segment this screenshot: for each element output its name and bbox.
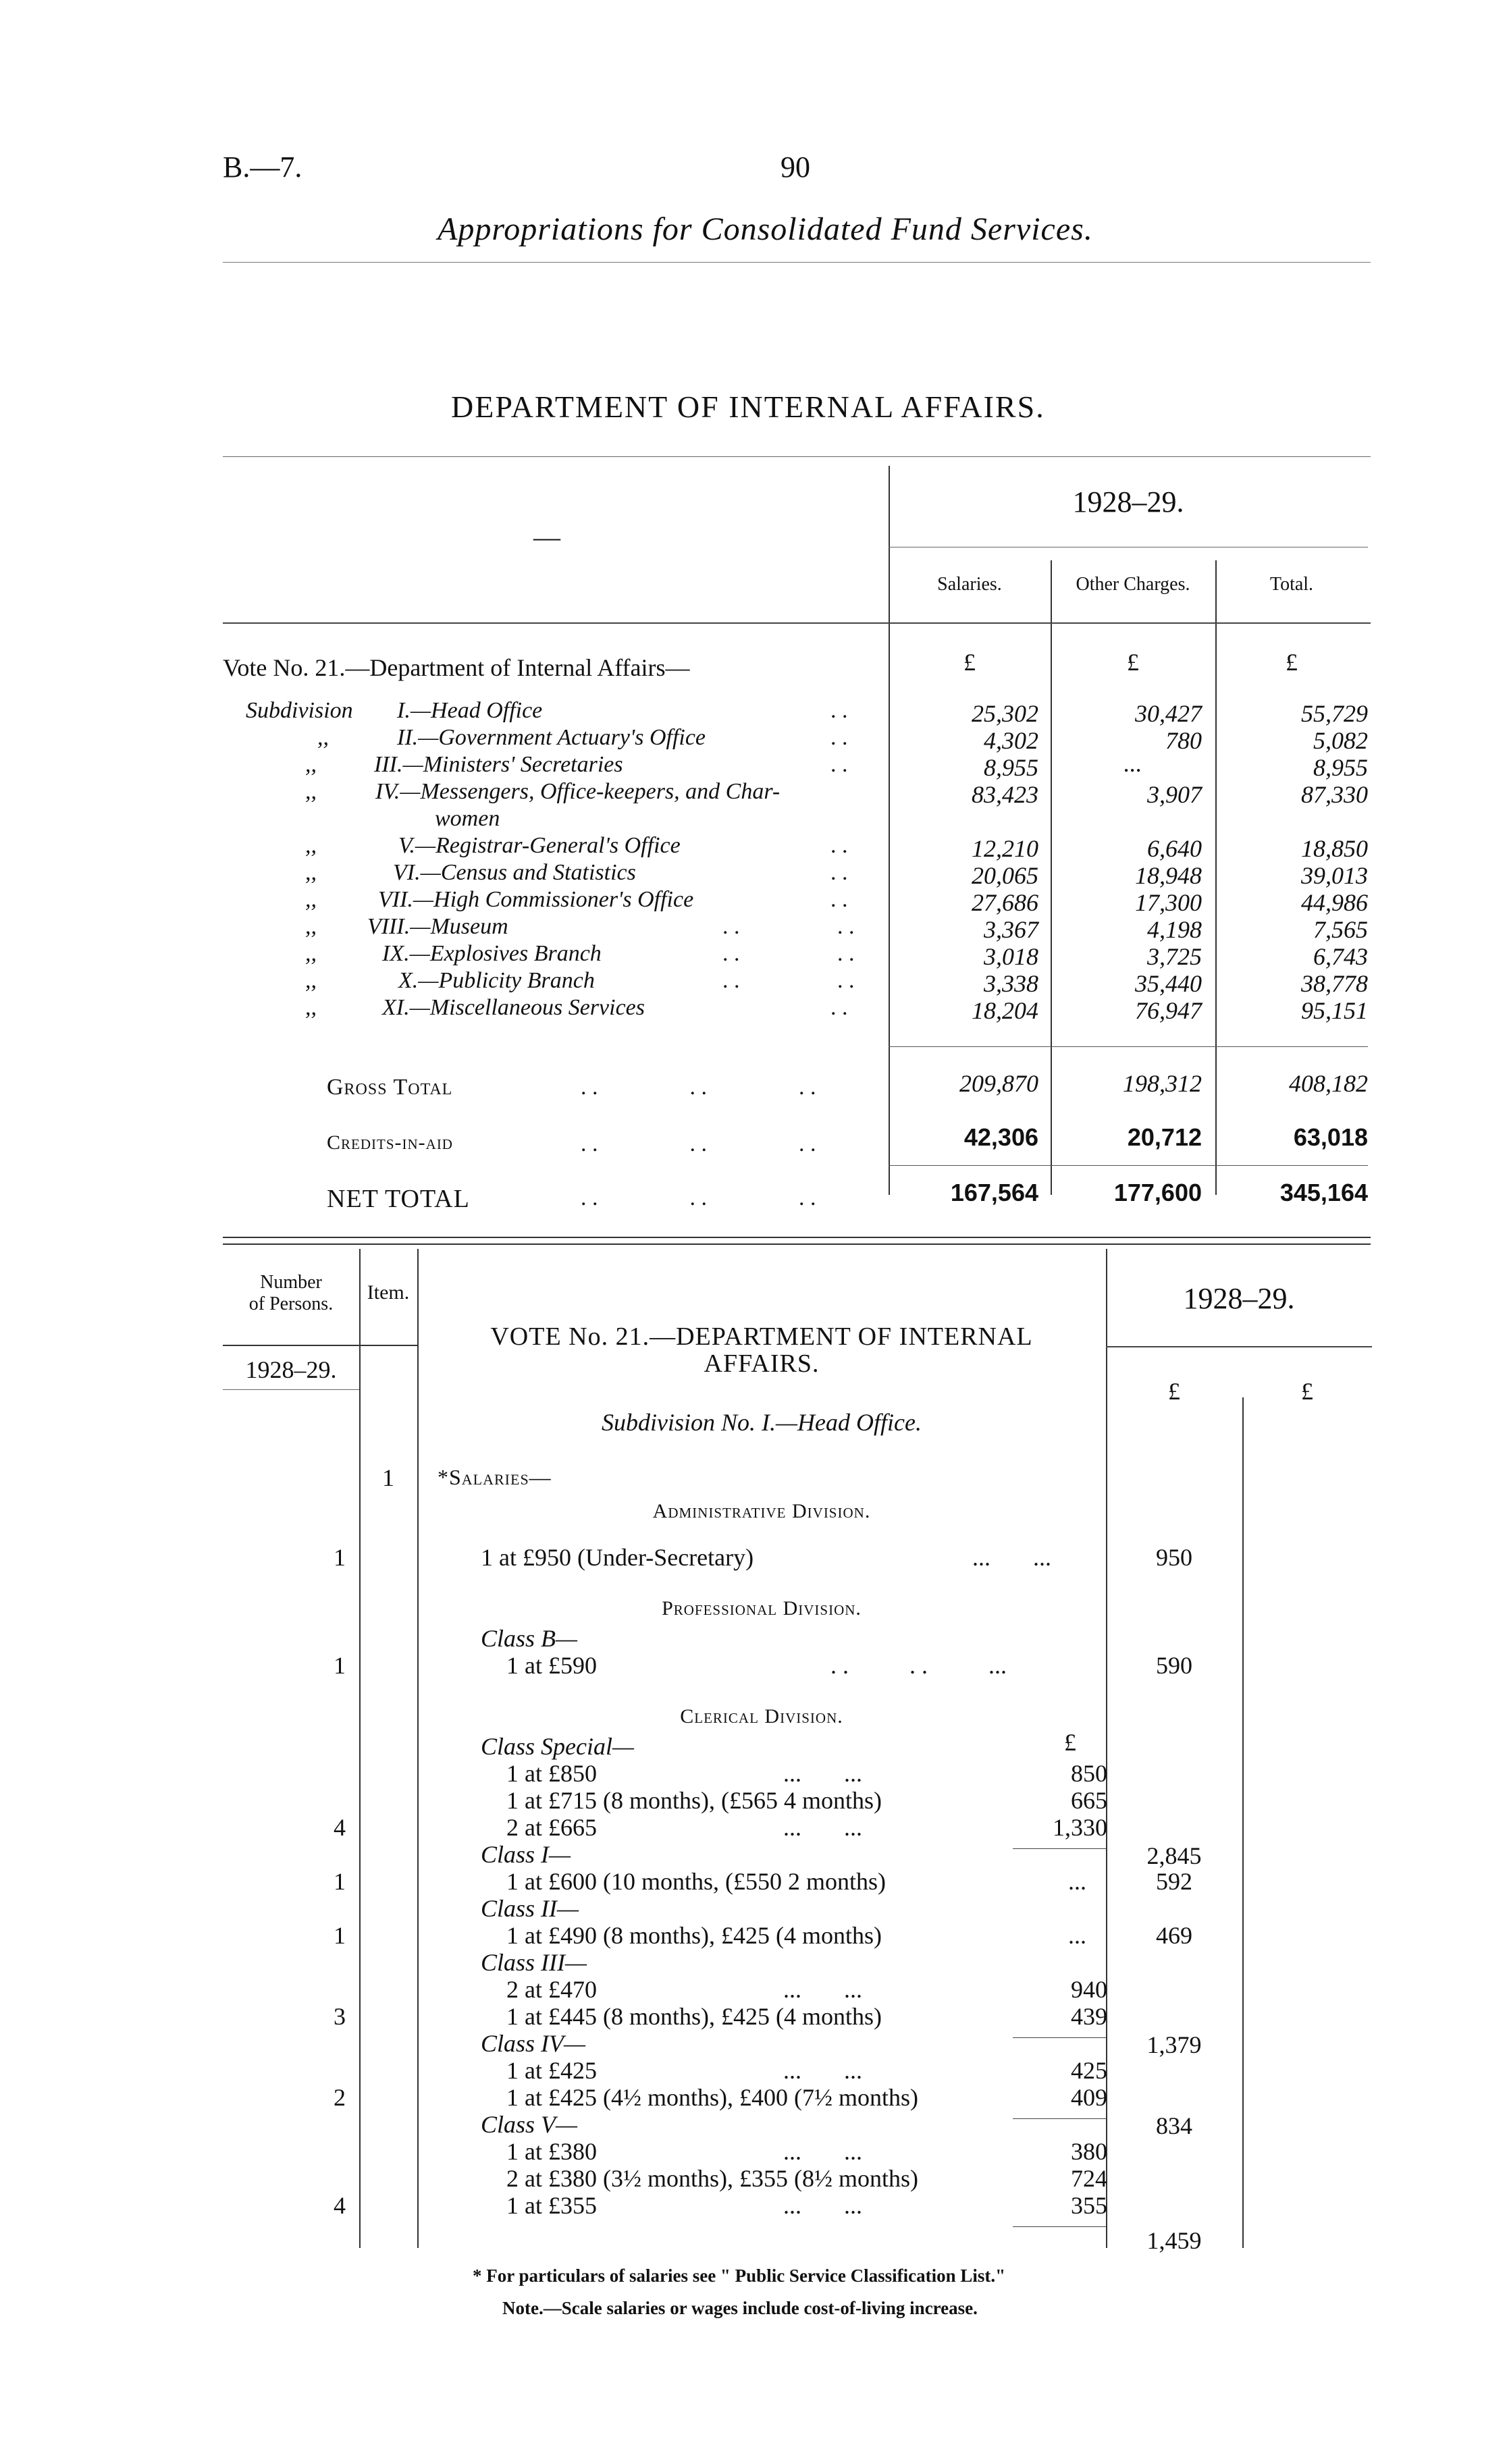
col-persons-line2: of Persons. bbox=[248, 1293, 334, 1314]
credits-other: 20,712 bbox=[1127, 1123, 1202, 1151]
currency-salaries: £ bbox=[963, 649, 976, 676]
currency-total: £ bbox=[1286, 649, 1298, 676]
cs-subtotal-rule bbox=[1013, 1848, 1106, 1849]
page-ref: B.—7. bbox=[223, 151, 302, 184]
class-special: Class Special— bbox=[481, 1733, 635, 1760]
cs-line-2: 1 at £715 (8 months), (£565 4 months) bbox=[506, 1787, 882, 1814]
c3-amount-2: 439 bbox=[1071, 2003, 1107, 2030]
c1-persons: 1 bbox=[334, 1868, 346, 1895]
row-prefix: Subdivision bbox=[246, 698, 353, 723]
prof-class: Class B— bbox=[481, 1625, 578, 1652]
cs-amount-1: 850 bbox=[1071, 1760, 1107, 1787]
row-prefix: ,, bbox=[305, 860, 317, 885]
detail-divider-inner bbox=[1242, 1397, 1244, 2248]
row-leader: . . bbox=[830, 698, 848, 723]
c2-amount: 469 bbox=[1156, 1922, 1192, 1949]
row-other: 4,198 bbox=[1147, 916, 1202, 943]
c4-persons: 2 bbox=[334, 2084, 346, 2111]
vote-title-line1: VOTE No. 21.—DEPARTMENT OF INTERNAL bbox=[490, 1322, 1033, 1351]
row-label: V.—Registrar-General's Office bbox=[398, 833, 681, 858]
admin-line: 1 at £950 (Under-Secretary) bbox=[481, 1544, 754, 1571]
summary-head-rule bbox=[223, 622, 1371, 624]
class-5: Class V— bbox=[481, 2111, 578, 2138]
gross-salaries: 209,870 bbox=[959, 1070, 1038, 1097]
c3-amount-1: 940 bbox=[1071, 1976, 1107, 2003]
c1-amount: 592 bbox=[1156, 1868, 1192, 1895]
row-other: ... bbox=[1123, 750, 1142, 777]
cs-amount-3: 1,330 bbox=[1053, 1814, 1107, 1841]
c4-line-1: 1 at £425 bbox=[506, 2057, 597, 2084]
detail-divider-item bbox=[417, 1249, 419, 2248]
c5-line-3: 1 at £355 bbox=[506, 2192, 597, 2219]
row-other: 76,947 bbox=[1135, 997, 1202, 1024]
net-total: 345,164 bbox=[1279, 1179, 1368, 1206]
c5-line-2: 2 at £380 (3½ months), £355 (8½ months) bbox=[506, 2165, 918, 2192]
row-salaries: 27,686 bbox=[972, 889, 1038, 916]
footnote-note: Note.—Scale salaries or wages include cost-of-living increase. bbox=[502, 2298, 978, 2318]
prof-division: Professional Division. bbox=[662, 1597, 862, 1619]
c4-amount-1: 425 bbox=[1071, 2057, 1107, 2084]
class-3: Class III— bbox=[481, 1949, 587, 1976]
row-leader: . . bbox=[830, 725, 848, 750]
item-number: 1 bbox=[382, 1464, 394, 1491]
row-label: XI.—Miscellaneous Services bbox=[382, 995, 645, 1020]
row-salaries: 3,018 bbox=[984, 943, 1038, 970]
row-prefix: ,, bbox=[305, 779, 317, 804]
persons-year: 1928–29. bbox=[245, 1356, 337, 1383]
row-label: VIII.—Museum bbox=[367, 914, 508, 939]
c5-leader-3: ... ... bbox=[783, 2192, 862, 2219]
row-total: 55,729 bbox=[1301, 700, 1368, 727]
detail-currency-1: £ bbox=[1168, 1378, 1180, 1405]
page-title: Appropriations for Consolidated Fund Services. bbox=[438, 211, 1093, 247]
net-total-label: NET TOTAL bbox=[327, 1185, 470, 1213]
prof-line: 1 at £590 bbox=[506, 1652, 597, 1679]
c5-total: 1,459 bbox=[1146, 2227, 1202, 2254]
row-leader: . . . . bbox=[722, 968, 855, 993]
c5-persons: 4 bbox=[334, 2192, 346, 2219]
row-label: IX.—Explosives Branch bbox=[382, 941, 602, 966]
prof-persons: 1 bbox=[334, 1652, 346, 1679]
cs-leader-1: ... ... bbox=[783, 1760, 862, 1787]
row-other: 780 bbox=[1165, 727, 1202, 754]
row-prefix: ,, bbox=[305, 995, 317, 1020]
row-prefix: ,, bbox=[317, 725, 329, 750]
row-prefix: ,, bbox=[305, 752, 317, 777]
row-salaries: 8,955 bbox=[984, 754, 1038, 781]
row-leader: . . bbox=[830, 860, 848, 885]
row-leader: . . bbox=[830, 833, 848, 858]
c4-subtotal-rule bbox=[1013, 2118, 1106, 2119]
vote-title-line2: AFFAIRS. bbox=[704, 1349, 820, 1378]
dept-rule bbox=[223, 456, 1371, 457]
row-prefix: ,, bbox=[305, 941, 317, 966]
c2-persons: 1 bbox=[334, 1922, 346, 1949]
vote-title bbox=[417, 1323, 1106, 1377]
cs-line-1: 1 at £850 bbox=[506, 1760, 597, 1787]
detail-currency-2: £ bbox=[1301, 1378, 1313, 1405]
row-total: 8,955 bbox=[1313, 754, 1368, 781]
row-label: II.—Government Actuary's Office bbox=[397, 725, 706, 750]
row-total: 18,850 bbox=[1301, 835, 1368, 862]
c5-amount-2: 724 bbox=[1071, 2165, 1107, 2192]
admin-division: Administrative Division. bbox=[652, 1500, 871, 1522]
row-total: 44,986 bbox=[1301, 889, 1368, 916]
c5-leader-1: ... ... bbox=[783, 2138, 862, 2165]
cs-persons: 4 bbox=[334, 1814, 346, 1841]
row-salaries: 18,204 bbox=[972, 997, 1038, 1024]
c5-line-1: 1 at £380 bbox=[506, 2138, 597, 2165]
row-prefix: ,, bbox=[305, 887, 317, 912]
detail-year-rule bbox=[1106, 1346, 1372, 1347]
col-other-charges: Other Charges. bbox=[1076, 574, 1190, 595]
row-other: 35,440 bbox=[1135, 970, 1202, 997]
salaries-heading: *Salaries— bbox=[438, 1465, 552, 1489]
page-number: 90 bbox=[781, 151, 810, 184]
c3-line-2: 1 at £445 (8 months), £425 (4 months) bbox=[506, 2003, 882, 2030]
summary-stub-dash: — bbox=[533, 522, 560, 552]
admin-amount: 950 bbox=[1156, 1544, 1192, 1571]
vote-label: Vote No. 21.—Department of Internal Affairs— bbox=[223, 654, 690, 681]
cs-leader-3: ... ... bbox=[783, 1814, 862, 1841]
row-total: 7,565 bbox=[1313, 916, 1368, 943]
row-leader: . . bbox=[830, 887, 848, 912]
footnote-salaries: * For particulars of salaries see " Public Service Classification List." bbox=[473, 2266, 1006, 2286]
admin-persons: 1 bbox=[334, 1544, 346, 1571]
gross-leader: . . . . . . bbox=[581, 1075, 816, 1100]
net-leader: . . . . . . bbox=[581, 1185, 816, 1210]
row-other: 3,725 bbox=[1147, 943, 1202, 970]
row-total: 95,151 bbox=[1301, 997, 1368, 1024]
row-salaries: 20,065 bbox=[972, 862, 1038, 889]
row-label-cont: women bbox=[435, 806, 500, 831]
clerical-currency: £ bbox=[1064, 1729, 1076, 1756]
credits-leader: . . . . . . bbox=[581, 1131, 816, 1156]
row-prefix: ,, bbox=[305, 914, 317, 939]
row-total: 38,778 bbox=[1301, 970, 1368, 997]
net-rule bbox=[889, 1165, 1368, 1166]
summary-year: 1928–29. bbox=[1072, 485, 1184, 518]
row-salaries: 3,367 bbox=[984, 916, 1038, 943]
c4-amount-2: 409 bbox=[1071, 2084, 1107, 2111]
cs-amount-2: 665 bbox=[1071, 1787, 1107, 1814]
c3-leader-1: ... ... bbox=[783, 1976, 862, 2003]
row-label: I.—Head Office bbox=[397, 698, 543, 723]
prof-leader: . . . . ... bbox=[830, 1652, 1007, 1679]
row-salaries: 4,302 bbox=[984, 727, 1038, 754]
row-leader: . . bbox=[830, 995, 848, 1020]
c5-amount-3: 355 bbox=[1071, 2192, 1107, 2219]
admin-leader: ... ... bbox=[972, 1544, 1051, 1571]
persons-year-rule bbox=[223, 1389, 359, 1390]
row-prefix: ,, bbox=[305, 833, 317, 858]
c2-line: 1 at £490 (8 months), £425 (4 months) bbox=[506, 1922, 882, 1949]
row-prefix: ,, bbox=[305, 968, 317, 993]
c4-line-2: 1 at £425 (4½ months), £400 (7½ months) bbox=[506, 2084, 918, 2111]
row-leader: . . . . bbox=[722, 941, 855, 966]
prof-amount: 590 bbox=[1156, 1652, 1192, 1679]
subdivision-title: Subdivision No. I.—Head Office. bbox=[602, 1409, 922, 1436]
row-other: 17,300 bbox=[1135, 889, 1202, 916]
col-total: Total. bbox=[1269, 574, 1314, 595]
row-total: 39,013 bbox=[1301, 862, 1368, 889]
row-label: IV.—Messengers, Office-keepers, and Char- bbox=[375, 779, 781, 804]
persons-head-rule bbox=[223, 1345, 417, 1346]
c3-persons: 3 bbox=[334, 2003, 346, 2030]
col-salaries: Salaries. bbox=[937, 574, 1002, 595]
col-item: Item. bbox=[367, 1281, 410, 1304]
row-salaries: 3,338 bbox=[984, 970, 1038, 997]
row-salaries: 83,423 bbox=[972, 781, 1038, 808]
gross-total-label: Gross Total bbox=[327, 1075, 453, 1100]
class-1: Class I— bbox=[481, 1841, 571, 1868]
col-persons bbox=[223, 1272, 359, 1315]
currency-other: £ bbox=[1127, 649, 1139, 676]
row-salaries: 25,302 bbox=[972, 700, 1038, 727]
section-rule-1 bbox=[223, 1237, 1371, 1238]
row-label: VI.—Census and Statistics bbox=[393, 860, 636, 885]
c4-total: 834 bbox=[1156, 2112, 1192, 2139]
cs-line-3: 2 at £665 bbox=[506, 1814, 597, 1841]
detail-divider-persons bbox=[359, 1249, 361, 2248]
net-salaries: 167,564 bbox=[950, 1179, 1038, 1206]
credits-label: Credits-in-aid bbox=[327, 1131, 453, 1154]
credits-salaries: 42,306 bbox=[963, 1123, 1038, 1151]
c5-amount-1: 380 bbox=[1071, 2138, 1107, 2165]
row-leader: . . . . bbox=[722, 914, 855, 939]
row-other: 6,640 bbox=[1147, 835, 1202, 862]
c5-subtotal-rule bbox=[1013, 2226, 1106, 2227]
credits-total: 63,018 bbox=[1293, 1123, 1368, 1151]
row-other: 18,948 bbox=[1135, 862, 1202, 889]
gross-rule bbox=[889, 1046, 1368, 1047]
section-rule-2 bbox=[223, 1243, 1371, 1245]
c1-line: 1 at £600 (10 months, (£550 2 months) bbox=[506, 1868, 886, 1895]
c3-subtotal-rule bbox=[1013, 2037, 1106, 2038]
gross-total: 408,182 bbox=[1289, 1070, 1368, 1097]
class-2: Class II— bbox=[481, 1895, 579, 1922]
cs-total: 2,845 bbox=[1146, 1842, 1202, 1869]
net-other: 177,600 bbox=[1113, 1179, 1202, 1206]
c2-leader: ... bbox=[1068, 1922, 1086, 1949]
gross-other: 198,312 bbox=[1123, 1070, 1202, 1097]
row-salaries: 12,210 bbox=[972, 835, 1038, 862]
row-other: 3,907 bbox=[1147, 781, 1202, 808]
col-persons-line1: Number bbox=[260, 1272, 322, 1293]
row-label: III.—Ministers' Secretaries bbox=[374, 752, 623, 777]
c4-leader-1: ... ... bbox=[783, 2057, 862, 2084]
detail-year: 1928–29. bbox=[1183, 1282, 1295, 1315]
row-leader: . . bbox=[830, 752, 848, 777]
clerical-division: Clerical Division. bbox=[680, 1705, 843, 1728]
row-label: X.—Publicity Branch bbox=[398, 968, 595, 993]
c3-total: 1,379 bbox=[1146, 2031, 1202, 2058]
c3-line-1: 2 at £470 bbox=[506, 1976, 597, 2003]
header-rule bbox=[223, 262, 1371, 263]
class-4: Class IV— bbox=[481, 2030, 586, 2057]
department-title: DEPARTMENT OF INTERNAL AFFAIRS. bbox=[451, 390, 1045, 424]
c1-leader: ... bbox=[1068, 1868, 1086, 1895]
row-total: 87,330 bbox=[1301, 781, 1368, 808]
row-total: 5,082 bbox=[1313, 727, 1368, 754]
row-label: VII.—High Commissioner's Office bbox=[378, 887, 694, 912]
row-total: 6,743 bbox=[1313, 943, 1368, 970]
row-other: 30,427 bbox=[1135, 700, 1202, 727]
